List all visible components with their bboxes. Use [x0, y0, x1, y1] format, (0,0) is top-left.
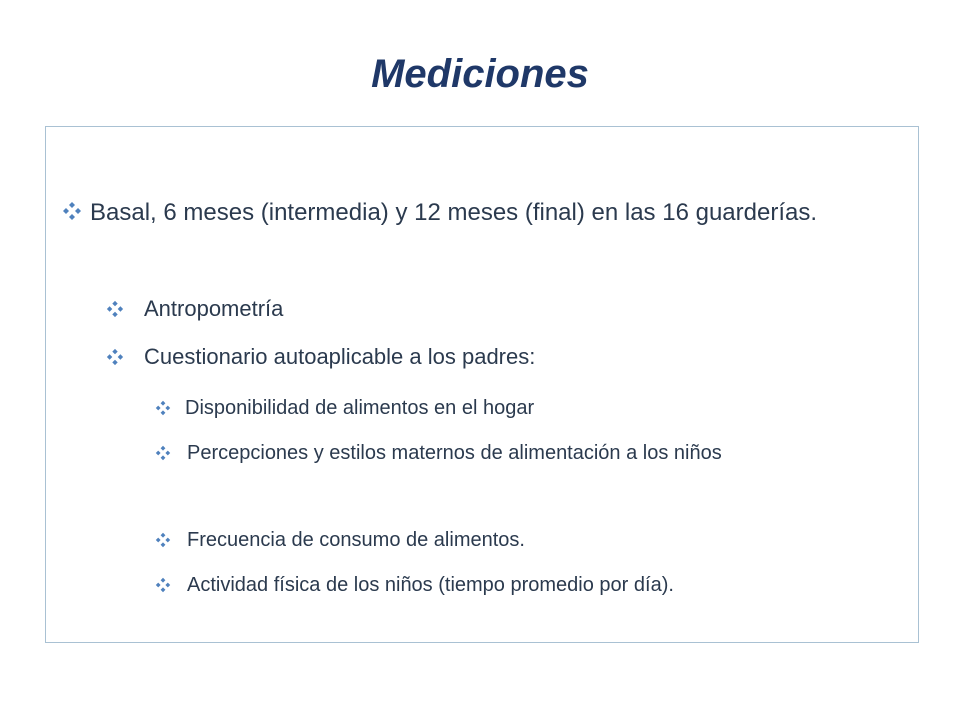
bullet-item-level3	[155, 437, 890, 469]
bullet-text: Antropometría	[144, 296, 284, 321]
bullet-item-level3	[155, 524, 895, 556]
bullet-text: Actividad física de los niños (tiempo promedio por día).	[187, 574, 674, 596]
bullet-text: Frecuencia de consumo de alimentos.	[187, 529, 525, 551]
bullet-item-level1	[62, 196, 892, 230]
diamond-bullet-icon	[155, 577, 171, 593]
diamond-bullet-icon	[106, 300, 124, 318]
slide-title: Mediciones	[371, 52, 589, 96]
bullet-text: Basal, 6 meses (intermedia) y 12 meses (final) en las 16 guarderías.	[90, 199, 817, 226]
bullet-text: Cuestionario autoaplicable a los padres:	[144, 344, 536, 369]
bullet-text: Percepciones y estilos maternos de alimentación a los niños	[187, 442, 722, 464]
bullet-item-level3	[155, 392, 895, 424]
diamond-bullet-icon	[62, 201, 82, 221]
bullet-item-level2	[106, 342, 866, 372]
diamond-bullet-icon	[155, 532, 171, 548]
diamond-bullet-icon	[155, 445, 171, 461]
bullet-text: Disponibilidad de alimentos en el hogar	[185, 397, 535, 419]
diamond-bullet-icon	[155, 400, 171, 416]
bullet-item-level2	[106, 294, 866, 324]
bullet-item-level3	[155, 569, 915, 601]
diamond-bullet-icon	[106, 348, 124, 366]
